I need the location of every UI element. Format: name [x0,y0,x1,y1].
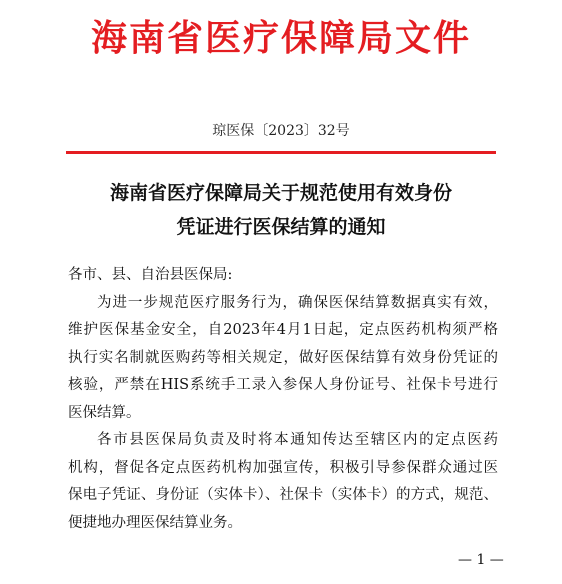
paragraph-2-line: 机构，督促各定点医药机构加强宣传，积极引导参保群众通过医 [68,459,498,476]
document-body [68,262,498,537]
salutation: 各市、县、自治县医保局: [68,267,233,283]
paragraph-1-line: 维护医保基金安全，自2023年4月1日起，定点医药机构须严格 [68,322,498,338]
masthead-title: 海南省医疗保障局文件 [90,17,471,59]
document-title [0,176,562,244]
title-line-2: 凭证进行医保结算的通知 [176,216,386,238]
document-number: 琼医保〔2023〕32号 [212,123,350,139]
paragraph-1-line: 执行实名制就医购药等相关规定，做好医保结算有效身份凭证的 [68,349,498,366]
paragraph-1-line: 医保结算。 [68,404,141,421]
paragraph-2-line: 各市县医保局负责及时将本通知传达至辖区内的定点医药 [97,432,498,448]
title-line-1: 海南省医疗保障局关于规范使用有效身份 [109,182,452,204]
paragraph-2 [68,427,498,537]
page-number: — 1 — [458,552,504,568]
paragraph-1-line: 为进一步规范医疗服务行为，确保医保结算数据真实有效， [97,294,498,311]
paragraph-1 [68,290,498,428]
red-divider-line [66,151,496,154]
paragraph-1-line: 核验，严禁在HIS系统手工录入参保人身份证号、社保卡号进行 [68,377,498,393]
paragraph-2-line: 便捷地办理医保结算业务。 [68,514,242,531]
paragraph-2-line: 保电子凭证、身份证（实体卡）、社保卡（实体卡）的方式，规范、 [68,487,498,503]
